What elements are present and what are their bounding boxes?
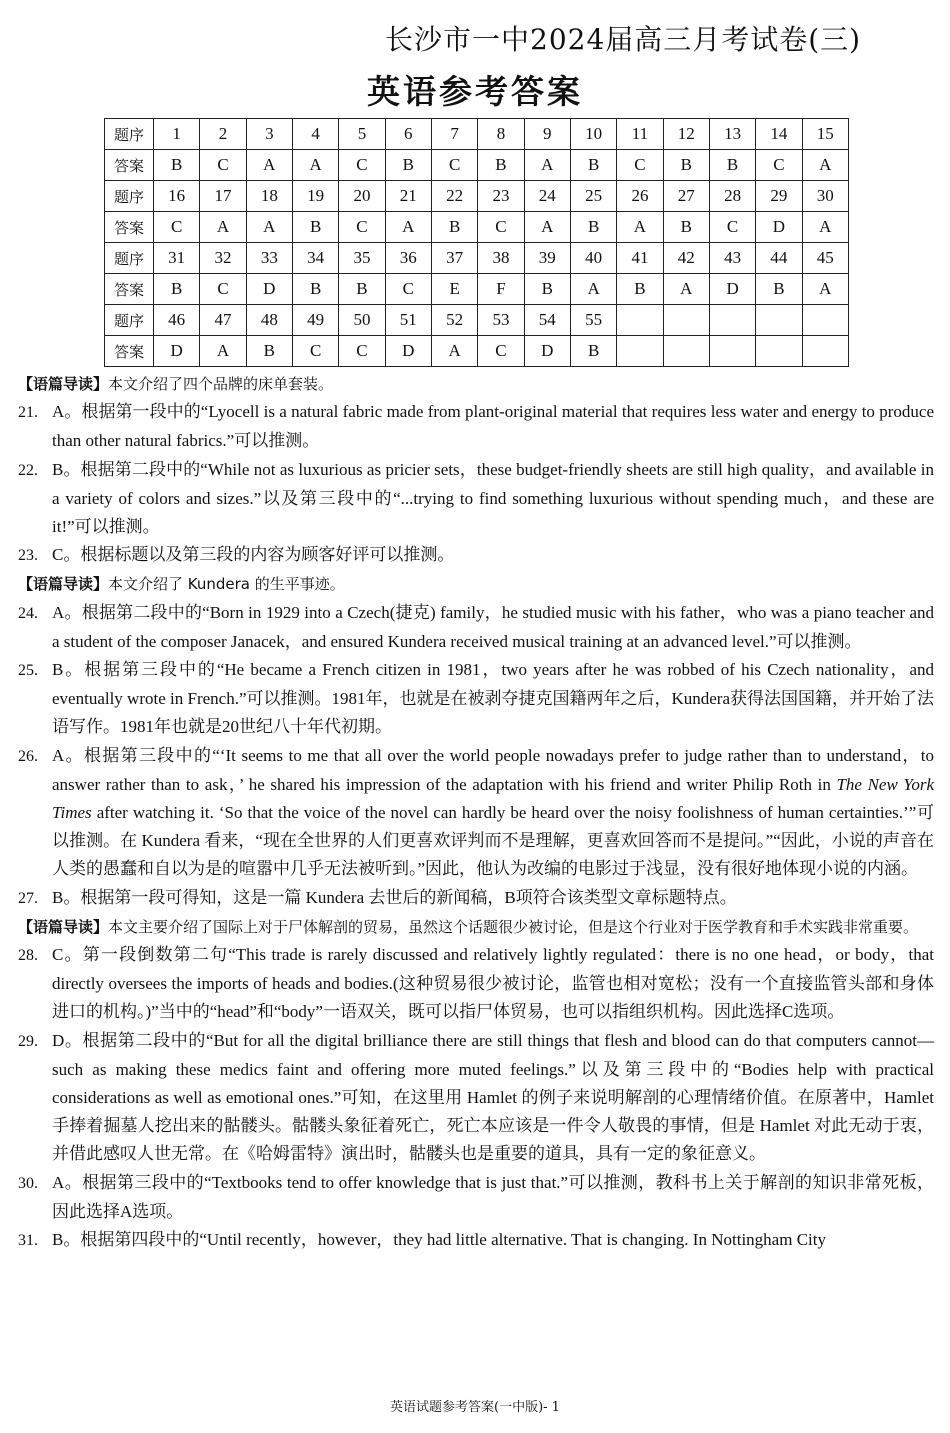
question-number-cell: 16 — [154, 181, 200, 212]
answer-cell: A — [200, 336, 246, 367]
guide-label: 【语篇导读】 — [18, 917, 109, 936]
answer-cell: A — [802, 150, 848, 181]
explanation-text: A。根据第二段中的“Born in 1929 into a Czech(捷克) family，he studied music with his father，who was a piano teacher and a student of the composer Janacek，and ensured Kundera received musical training at an advanced level.”可以推测。 — [52, 602, 934, 651]
page-footer: 英语试题参考答案(一中版)- 1 — [390, 1400, 560, 1415]
explanation-text: D。根据第二段中的“But for all the digital brilliance there are still things that flesh and blood can do that computers cannot—such as making these medics faint and offering more muted feelings.”以及第三段中的“Bodies help with practical considerations as well as emotional ones.”可知，在这里用 Hamlet 的例子来说明解剖的心理情绪价值。在原著中，Hamlet 手捧着掘墓人挖出来的骷髅头。骷髅头象征着死亡，死亡本应该是一件令人敬畏的事情，但是 Hamlet 对此无动于衷，并借此感叹人世无常。在《哈姆雷特》演出时，骷髅头也是重要的道具，具有一定的象征意义。 — [52, 1030, 934, 1164]
guide-label: 【语篇导读】 — [18, 575, 109, 594]
answer-cell: A — [200, 212, 246, 243]
answer-cell: B — [292, 212, 338, 243]
explanation-text: B。根据第四段中的“Until recently，however，they had little alternative. That is changing. In Nottingham City — [52, 1230, 826, 1250]
answer-cell — [709, 336, 755, 367]
question-number-cell: 50 — [339, 305, 385, 336]
answer-cell — [756, 336, 802, 367]
question-number-cell: 4 — [292, 119, 338, 150]
question-number-cell: 24 — [524, 181, 570, 212]
answer-table-row — [105, 181, 849, 212]
question-number-cell: 32 — [200, 243, 246, 274]
question-number-cell: 20 — [339, 181, 385, 212]
answer-cell — [617, 336, 663, 367]
answer-cell: A — [431, 336, 477, 367]
row-label: 答案 — [105, 274, 154, 305]
answer-cell: E — [431, 274, 477, 305]
answer-cell: A — [802, 274, 848, 305]
question-number-cell — [709, 305, 755, 336]
question-number-cell: 55 — [570, 305, 616, 336]
answer-explanation-21 — [18, 398, 934, 455]
question-number-cell: 14 — [756, 119, 802, 150]
explanation-text: C。根据标题以及第三段的内容为顾客好评可以推测。 — [52, 545, 455, 565]
reading-guide-1 — [18, 370, 934, 398]
answer-cell: D — [154, 336, 200, 367]
question-number-cell: 44 — [756, 243, 802, 274]
question-number-cell: 54 — [524, 305, 570, 336]
answer-cell: B — [246, 336, 292, 367]
answer-cell: C — [617, 150, 663, 181]
question-number-cell: 25 — [570, 181, 616, 212]
question-number-cell: 23 — [478, 181, 524, 212]
answer-explanation-30 — [18, 1169, 934, 1226]
question-number-cell: 43 — [709, 243, 755, 274]
reading-guide-3 — [18, 913, 934, 941]
answer-cell: A — [385, 212, 431, 243]
answer-cell: B — [385, 150, 431, 181]
answer-explanation-28 — [18, 941, 934, 1027]
question-number-cell: 5 — [339, 119, 385, 150]
question-number-cell — [802, 305, 848, 336]
question-number-cell: 34 — [292, 243, 338, 274]
answer-cell: C — [339, 212, 385, 243]
answer-cell: A — [617, 212, 663, 243]
answer-table-row — [105, 336, 849, 367]
answer-cell: B — [570, 150, 616, 181]
answer-cell: D — [385, 336, 431, 367]
answer-explanation-23 — [18, 541, 934, 570]
answer-cell: A — [524, 150, 570, 181]
answer-cell: B — [524, 274, 570, 305]
question-number-cell — [663, 305, 709, 336]
explanation-text: A。根据第三段中的“‘It seems to me that all over the world people nowadays prefer to judge rather than to understand，to answer rather than to ask，’ he shared his impression of the adaptation with his friend and writer Philip Roth in — [52, 745, 934, 794]
question-number-cell: 3 — [246, 119, 292, 150]
question-number-cell: 28 — [709, 181, 755, 212]
question-number-cell: 21 — [385, 181, 431, 212]
answer-cell: C — [200, 274, 246, 305]
question-number-cell: 2 — [200, 119, 246, 150]
answer-cell: B — [431, 212, 477, 243]
question-number-cell: 42 — [663, 243, 709, 274]
answer-cell: B — [292, 274, 338, 305]
answer-cell: C — [339, 336, 385, 367]
question-number-cell: 27 — [663, 181, 709, 212]
question-number-cell: 9 — [524, 119, 570, 150]
answer-table-row — [105, 212, 849, 243]
question-number-cell: 39 — [524, 243, 570, 274]
answer-explanation-25 — [18, 656, 934, 742]
row-label: 题序 — [105, 243, 154, 274]
question-number-cell: 13 — [709, 119, 755, 150]
answer-cell: B — [154, 150, 200, 181]
answer-cell: C — [154, 212, 200, 243]
answer-table-row — [105, 119, 849, 150]
question-number-cell: 11 — [617, 119, 663, 150]
explanation-text: A。根据第一段中的“Lyocell is a natural fabric made from plant-original material that requires less water and energy to produce than other natural fabrics.”可以推测。 — [52, 402, 934, 451]
question-number: 24. — [18, 604, 38, 622]
question-number-cell — [756, 305, 802, 336]
question-number: 27. — [18, 889, 38, 907]
answer-explanation-27 — [18, 884, 934, 913]
answer-cell: C — [200, 150, 246, 181]
answer-cell: D — [709, 274, 755, 305]
question-number-cell: 33 — [246, 243, 292, 274]
question-number-cell: 18 — [246, 181, 292, 212]
answer-cell: A — [524, 212, 570, 243]
question-number: 25. — [18, 662, 38, 680]
answer-cell: D — [756, 212, 802, 243]
guide-label: 【语篇导读】 — [18, 375, 109, 393]
question-number-cell: 41 — [617, 243, 663, 274]
question-number-cell: 47 — [200, 305, 246, 336]
newspaper-title: The New York Times — [52, 774, 934, 823]
question-number-cell: 38 — [478, 243, 524, 274]
answer-cell: D — [524, 336, 570, 367]
answer-cell: B — [617, 274, 663, 305]
question-number-cell: 36 — [385, 243, 431, 274]
row-label: 答案 — [105, 212, 154, 243]
row-label: 题序 — [105, 305, 154, 336]
answer-cell: C — [431, 150, 477, 181]
question-number-cell: 52 — [431, 305, 477, 336]
question-number-cell: 31 — [154, 243, 200, 274]
answer-cell: A — [802, 212, 848, 243]
question-number-cell: 7 — [431, 119, 477, 150]
answer-cell: C — [709, 212, 755, 243]
answer-explanation-29 — [18, 1027, 934, 1169]
question-number-cell: 12 — [663, 119, 709, 150]
guide-text: 本文介绍了四个品牌的床单套装。 — [108, 375, 334, 393]
answer-cell: A — [292, 150, 338, 181]
question-number-cell: 19 — [292, 181, 338, 212]
question-number-cell: 53 — [478, 305, 524, 336]
answer-table — [104, 118, 849, 367]
answer-cell: F — [478, 274, 524, 305]
question-number-cell: 40 — [570, 243, 616, 274]
answer-cell: B — [570, 212, 616, 243]
question-number-cell: 49 — [292, 305, 338, 336]
answer-cell: C — [292, 336, 338, 367]
guide-text: 本文介绍了 Kundera 的生平事迹。 — [108, 575, 345, 594]
answer-cell: C — [385, 274, 431, 305]
explanation-text: B。根据第二段中的“While not as luxurious as pricier sets，these budget-friendly sheets are still high quality，and available in a variety of colors and sizes.”以及第三段中的“...trying to find something luxurious without spending much，and these are it!”可以推测。 — [52, 459, 934, 537]
question-number-cell: 51 — [385, 305, 431, 336]
row-label: 题序 — [105, 119, 154, 150]
answer-explanation-31 — [18, 1226, 934, 1255]
exam-title: 长沙市一中2024届高三月考试卷(三) — [385, 23, 862, 56]
answer-cell: B — [709, 150, 755, 181]
answer-cell: C — [478, 336, 524, 367]
question-number-cell: 15 — [802, 119, 848, 150]
answer-table-row — [105, 305, 849, 336]
answer-cell: A — [663, 274, 709, 305]
answer-cell: A — [570, 274, 616, 305]
answer-key-title: 英语参考答案 — [367, 72, 583, 111]
answer-cell: B — [663, 212, 709, 243]
question-number-cell: 45 — [802, 243, 848, 274]
question-number: 28. — [18, 947, 38, 965]
row-label: 答案 — [105, 150, 154, 181]
answer-explanation-24 — [18, 599, 934, 656]
guide-text: 本文主要介绍了国际上对于尸体解剖的贸易，虽然这个话题很少被讨论，但是这个行业对于医学教育和手术实践非常重要。 — [108, 917, 919, 936]
question-number-cell: 29 — [756, 181, 802, 212]
answer-cell: C — [756, 150, 802, 181]
answer-explanation-26 — [18, 742, 934, 884]
question-number-cell: 10 — [570, 119, 616, 150]
answer-cell: B — [339, 274, 385, 305]
question-number-cell: 48 — [246, 305, 292, 336]
explanation-text: C。第一段倒数第二句“This trade is rarely discussed and relatively lightly regulated：there is no one head，or body，that directly oversees the imports of heads and bodies.(这种贸易很少被讨论，监管也相对宽松；没有一个直接监管头部和身体进口的机构。)”当中的“head”和“body”一语双关，既可以指尸体贸易，也可以指组织机构。因此选择C选项。 — [52, 945, 934, 1022]
question-number-cell: 46 — [154, 305, 200, 336]
question-number-cell: 6 — [385, 119, 431, 150]
answer-table-row — [105, 274, 849, 305]
question-number: 31. — [18, 1232, 38, 1250]
answer-cell: A — [246, 212, 292, 243]
question-number-cell: 35 — [339, 243, 385, 274]
question-number-cell — [617, 305, 663, 336]
answer-cell: C — [478, 212, 524, 243]
question-number-cell: 26 — [617, 181, 663, 212]
question-number: 22. — [18, 461, 38, 479]
reading-guide-2 — [18, 570, 934, 598]
answer-table-row — [105, 243, 849, 274]
explanation-text: A。根据第三段中的“Textbooks tend to offer knowledge that is just that.”可以推测，教科书上关于解剖的知识非常死板，因此选择A选项。 — [52, 1172, 934, 1221]
question-number-cell: 37 — [431, 243, 477, 274]
answer-cell — [802, 336, 848, 367]
answer-cell: B — [756, 274, 802, 305]
answer-explanation-22 — [18, 456, 934, 542]
answer-table-row — [105, 150, 849, 181]
question-number-cell: 22 — [431, 181, 477, 212]
explanation-text: B。根据第三段中的“He became a French citizen in 1981，two years after he was robbed of his Czech nationality，and eventually wrote in French.”可以推测。1981年，也就是在被剥夺捷克国籍两年之后，Kundera获得法国国籍，并开始了法语写作。1981年也就是20世纪八十年代初期。 — [52, 660, 935, 737]
answer-cell: B — [154, 274, 200, 305]
answer-cell — [663, 336, 709, 367]
question-number: 21. — [18, 404, 38, 422]
answer-cell: D — [246, 274, 292, 305]
explanation-text-continued: after watching it. ‘So that the voice of the novel can hardly be heard over the noisy foolishness of human certainties.’”可以推测。在 Kundera 看来，“现在全世界的人们更喜欢评判而不是理解，更喜欢回答而不是提问。”“因此，小说的声音在人类的愚蠢和自以为是的喧嚣中几乎无法被听到。”因此，他认为改编的电影过于浅显，没有很好地体现小说的内涵。 — [52, 803, 934, 879]
answer-cell: A — [246, 150, 292, 181]
question-number-cell: 17 — [200, 181, 246, 212]
question-number: 26. — [18, 747, 38, 765]
question-number-cell: 8 — [478, 119, 524, 150]
question-number-cell: 30 — [802, 181, 848, 212]
answer-cell: B — [570, 336, 616, 367]
question-number-cell: 1 — [154, 119, 200, 150]
row-label: 答案 — [105, 336, 154, 367]
row-label: 题序 — [105, 181, 154, 212]
explanation-text: B。根据第一段可得知，这是一篇 Kundera 去世后的新闻稿，B项符合该类型文章标题特点。 — [52, 887, 737, 907]
answer-cell: B — [663, 150, 709, 181]
question-number: 23. — [18, 547, 38, 565]
explanations — [18, 370, 934, 1255]
answer-cell: C — [339, 150, 385, 181]
answer-cell: B — [478, 150, 524, 181]
question-number: 30. — [18, 1174, 38, 1192]
question-number: 29. — [18, 1032, 38, 1050]
